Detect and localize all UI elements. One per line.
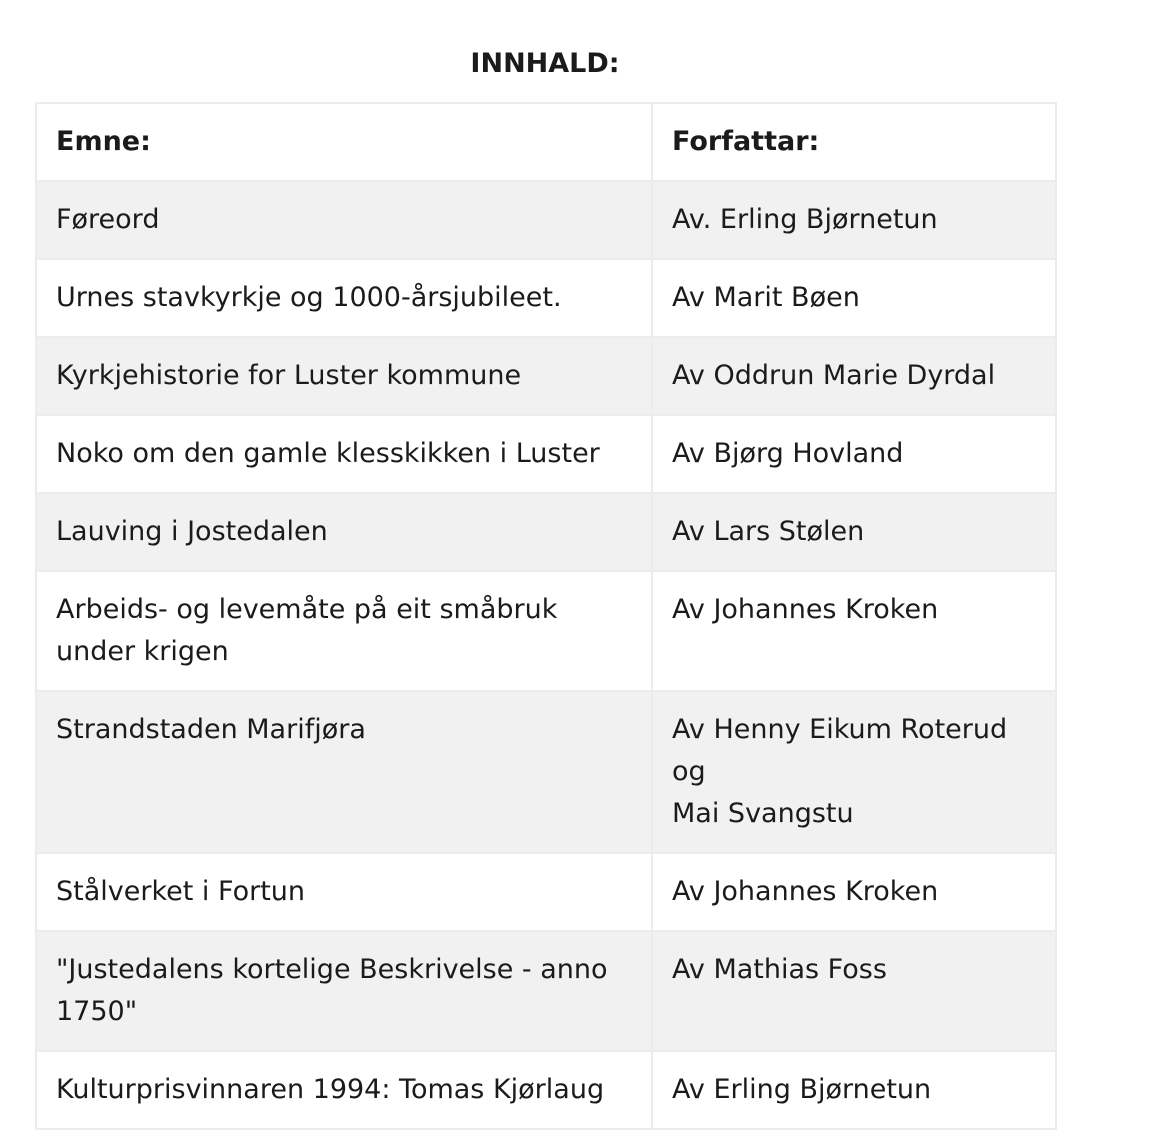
topic-cell: Stålverket i Fortun xyxy=(36,853,652,931)
author-line: Mai Svangstu xyxy=(672,798,854,829)
table-row xyxy=(36,493,1056,571)
topic-cell: Kulturprisvinnaren 1994: Tomas Kjørlaug xyxy=(36,1051,652,1129)
author-cell: Av Johannes Kroken xyxy=(652,853,1056,931)
contents-table xyxy=(35,102,1057,1130)
author-cell xyxy=(652,691,1056,853)
topic-cell: Urnes stavkyrkje og 1000-årsjubileet. xyxy=(36,259,652,337)
author-cell: Av Mathias Foss xyxy=(652,931,1056,1051)
topic-cell: Noko om den gamle klesskikken i Luster xyxy=(36,415,652,493)
table-row xyxy=(36,259,1056,337)
author-cell: Av Oddrun Marie Dyrdal xyxy=(652,337,1056,415)
topic-cell: "Justedalens kortelige Beskrivelse - anno 1750" xyxy=(36,931,652,1051)
topic-cell: Strandstaden Marifjøra xyxy=(36,691,652,853)
author-cell: Av Erling Bjørnetun xyxy=(652,1051,1056,1129)
topic-cell: Arbeids- og levemåte på eit småbruk under krigen xyxy=(36,571,652,691)
table-row xyxy=(36,181,1056,259)
topic-cell: Kyrkjehistorie for Luster kommune xyxy=(36,337,652,415)
column-header-author: Forfattar: xyxy=(652,103,1056,181)
column-header-topic: Emne: xyxy=(36,103,652,181)
table-row xyxy=(36,571,1056,691)
table-row xyxy=(36,853,1056,931)
topic-cell: Føreord xyxy=(36,181,652,259)
author-line: Av Henny Eikum Roterud og xyxy=(672,714,1008,787)
author-cell: Av. Erling Bjørnetun xyxy=(652,181,1056,259)
table-row xyxy=(36,415,1056,493)
author-cell: Av Marit Bøen xyxy=(652,259,1056,337)
table-row xyxy=(36,691,1056,853)
table-row xyxy=(36,337,1056,415)
author-cell: Av Bjørg Hovland xyxy=(652,415,1056,493)
topic-cell: Lauving i Jostedalen xyxy=(36,493,652,571)
table-header-row xyxy=(36,103,1056,181)
page-title: INNHALD: xyxy=(470,48,620,79)
author-cell: Av Lars Stølen xyxy=(652,493,1056,571)
table-row xyxy=(36,1051,1056,1129)
table-row xyxy=(36,931,1056,1051)
author-cell: Av Johannes Kroken xyxy=(652,571,1056,691)
